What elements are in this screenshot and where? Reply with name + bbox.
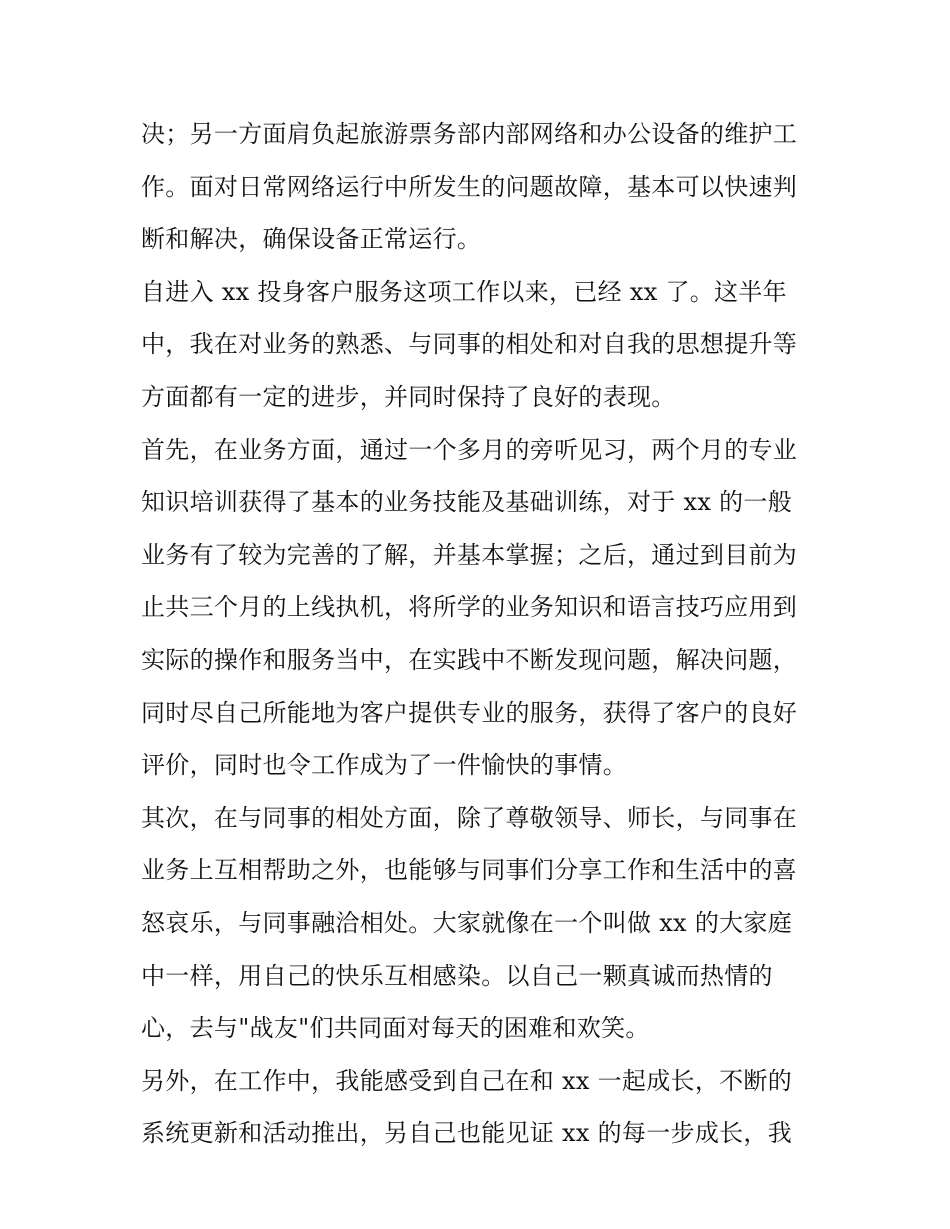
text-line: 中，我在对业务的熟悉、与同事的相处和对自我的思想提升等 — [141, 330, 798, 359]
text-line: 决；另一方面肩负起旅游票务部内部网络和办公设备的维护工 — [141, 120, 798, 148]
text-line: 自进入 xx 投身客户服务这项工作以来，已经 xx 了。这半年 — [141, 277, 787, 306]
text-line: 方面都有一定的进步，并同时保持了良好的表现。 — [141, 382, 676, 411]
text-line: 心，去与"战友"们共同面对每天的困难和欢笑。 — [141, 1014, 650, 1043]
text-line: 首先，在业务方面，通过一个多月的旁听见习，两个月的专业 — [141, 435, 798, 464]
text-line: 其次，在与同事的相处方面，除了尊敬领导、师长，与同事在 — [141, 803, 798, 832]
text-line: 同时尽自己所能地为客户提供专业的服务，获得了客户的良好 — [141, 698, 798, 727]
text-line: 作。面对日常网络运行中所发生的问题故障，基本可以快速判 — [141, 172, 798, 201]
text-line: 业务上互相帮助之外，也能够与同事们分享工作和生活中的喜 — [141, 856, 798, 885]
text-line: 业务有了较为完善的了解，并基本掌握；之后，通过到目前为 — [141, 540, 798, 569]
text-line: 断和解决，确保设备正常运行。 — [141, 225, 482, 254]
text-line: 另外，在工作中，我能感受到自己在和 xx 一起成长，不断的 — [141, 1066, 793, 1095]
text-line: 止共三个月的上线执机，将所学的业务知识和语言技巧应用到 — [141, 593, 798, 622]
document-body — [141, 108, 821, 1160]
text-line: 实际的操作和服务当中，在实践中不断发现问题，解决问题， — [141, 645, 798, 674]
text-line: 评价，同时也令工作成为了一件愉快的事情。 — [141, 751, 627, 780]
text-line: 知识培训获得了基本的业务技能及基础训练，对于 xx 的一般 — [141, 488, 793, 517]
text-line: 中一样，用自己的快乐互相感染。以自己一颗真诚而热情的 — [141, 961, 773, 990]
text-line: 怒哀乐，与同事融洽相处。大家就像在一个叫做 xx 的大家庭 — [141, 908, 793, 937]
text-line: 系统更新和活动推出，另自己也能见证 xx 的每一步成长，我 — [141, 1119, 793, 1148]
